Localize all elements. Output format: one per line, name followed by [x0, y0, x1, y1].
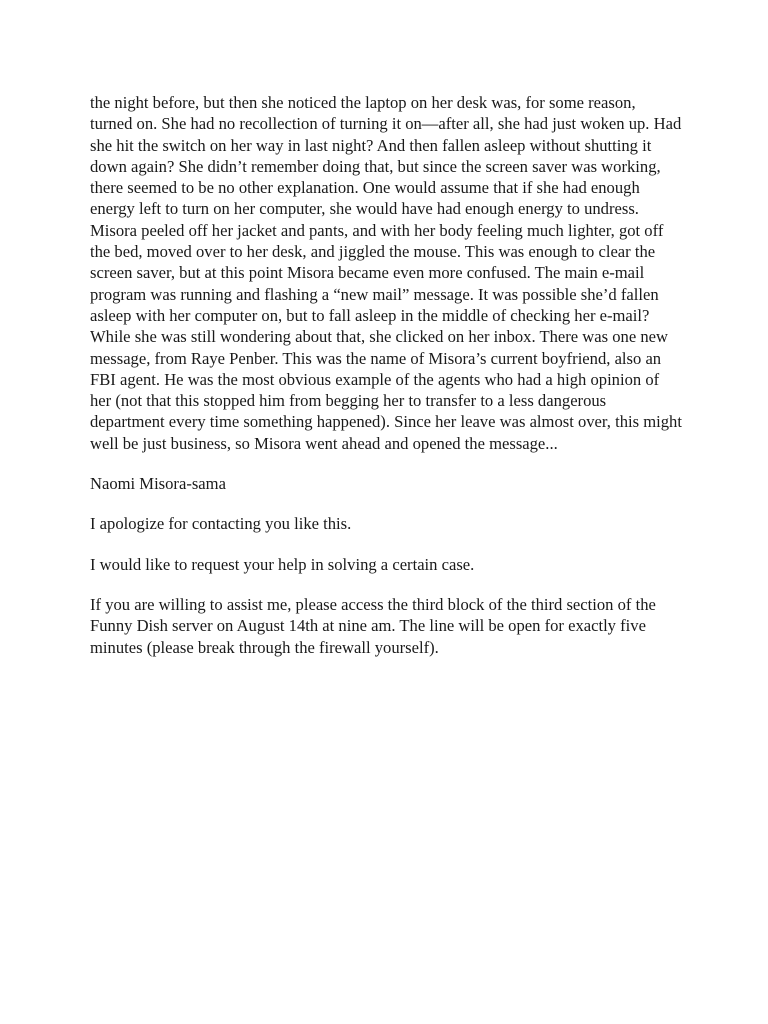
document-page [90, 92, 682, 677]
email-salutation: Naomi Misora-sama [90, 474, 226, 494]
email-paragraph-request: I would like to request your help in solving a certain case. [90, 554, 475, 574]
body-paragraph-narrative: the night before, but then she noticed the laptop on her desk was, for some reason, turned on. She had no recollection of turning it on—after all, she had just woken up. Had she hit the switch on her way in last night? And then fallen asleep without shutting it down again? She didn’t remember doing that, but since the screen saver was working, there seemed to be no other explanation. One would assume that if she had enough energy left to turn on her computer, she would have had enough energy to undress. Misora peeled off her jacket and pants, and with her body feeling much lighter, got off the bed, moved over to her desk, and jiggled the mouse. This was enough to clear the screen saver, but at this point Misora became even more confused. The main e-mail program was running and flashing a “new mail” message. It was possible she’d fallen asleep with her computer on, but to fall asleep in the middle of checking her e-mail? While she was still wondering about that, she clicked on her inbox. There was one new message, from Raye Penber. This was the name of Misora’s current boyfriend, also an FBI agent. He was the most obvious example of the agents who had a high opinion of her (not that this stopped him from begging her to transfer to a less dangerous department every time something happened). Since her leave was almost over, this might well be just business, so Misora went ahead and opened the message... [90, 93, 682, 453]
email-paragraph-apology: I apologize for contacting you like this. [90, 514, 352, 534]
email-paragraph-instructions: If you are willing to assist me, please access the third block of the third section of the Funny Dish server on August 14th at nine am. The line will be open for exactly five minutes (please break through the firewall yourself). [90, 594, 656, 657]
